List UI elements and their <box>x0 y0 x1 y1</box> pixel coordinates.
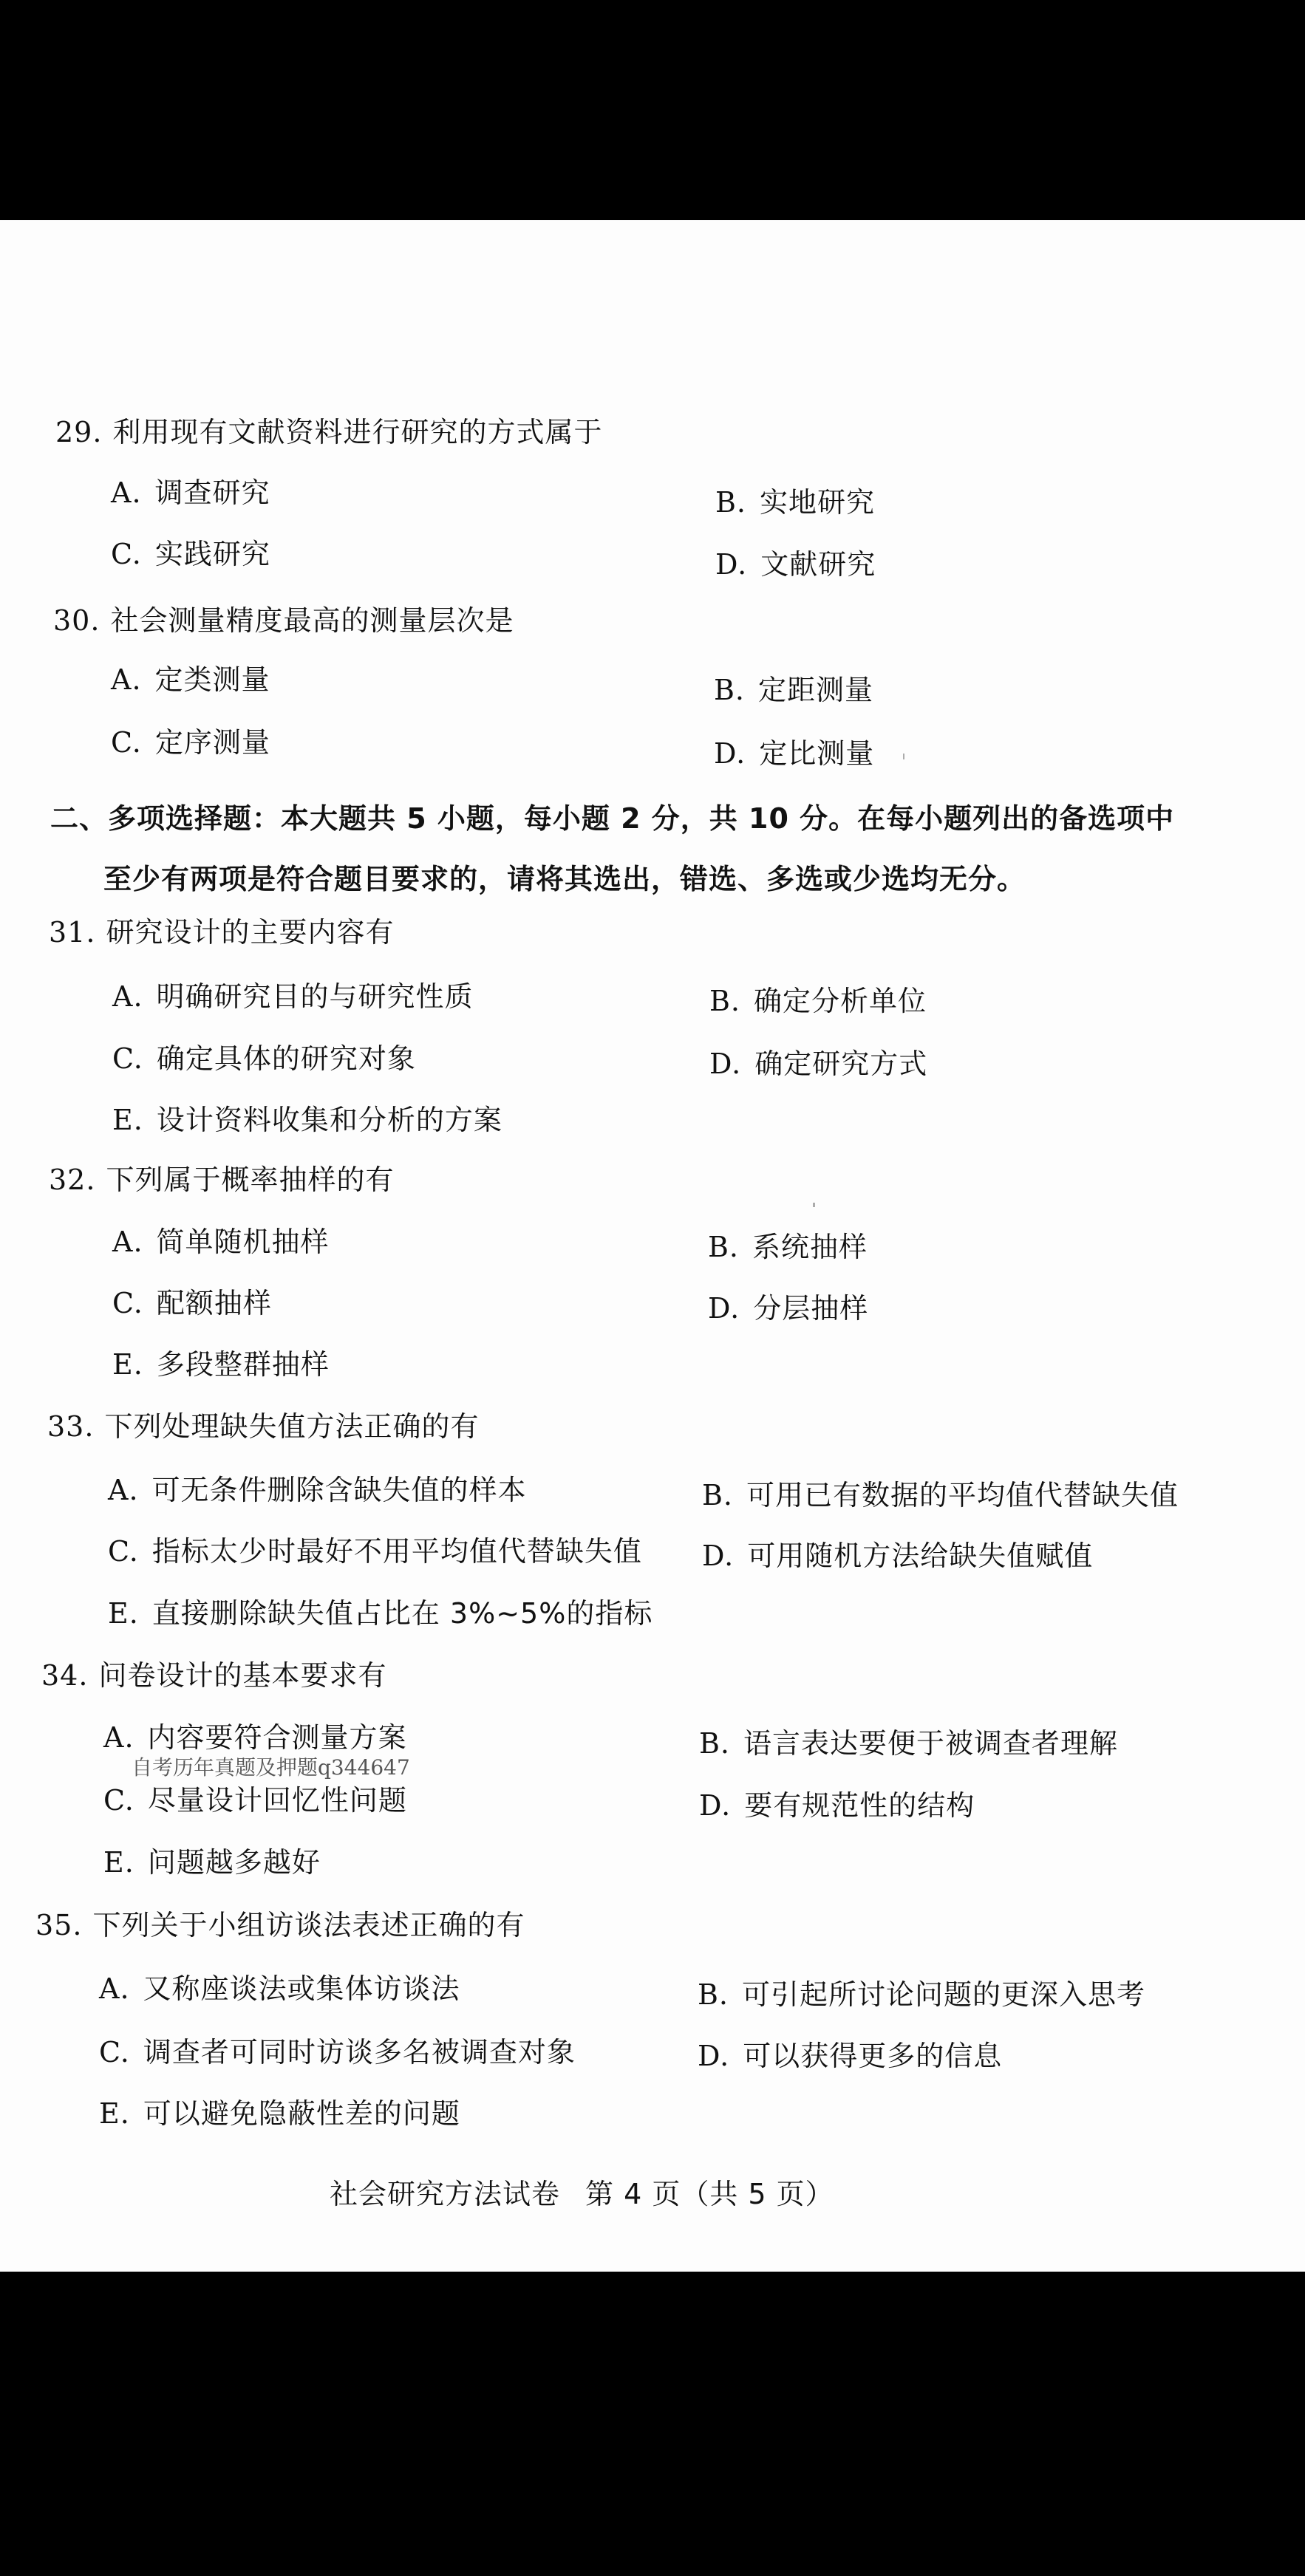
option-text: 明确研究目的与研究性质 <box>156 980 474 1013</box>
option-text: 指标太少时最好不用平均值代替缺失值 <box>151 1535 642 1568</box>
option-text: 可用已有数据的平均值代替缺失值 <box>746 1479 1179 1511</box>
watermark-text: 自考历年真题及押题q344647 <box>132 1755 410 1780</box>
question-text: 社会测量精度最高的测量层次是 <box>110 604 514 637</box>
question-text: 下列关于小组访谈法表述正确的有 <box>92 1909 525 1941</box>
option-text: 语言表达要便于被调查者理解 <box>743 1727 1119 1760</box>
option-text: 定类测量 <box>154 663 270 696</box>
option-text: 系统抽样 <box>752 1231 868 1263</box>
option-letter: D. <box>714 737 746 770</box>
option-text: 调查者可同时访谈多名被调查对象 <box>143 2036 576 2068</box>
question-35-option-a <box>99 1972 460 2005</box>
question-34-option-c <box>103 1784 407 1817</box>
option-text: 文献研究 <box>760 548 876 581</box>
option-text: 确定研究方式 <box>754 1048 928 1080</box>
question-34-option-d <box>699 1789 975 1822</box>
question-32-option-b <box>708 1231 868 1263</box>
question-33-option-d <box>702 1540 1093 1572</box>
option-letter: E. <box>103 1846 134 1879</box>
question-30-option-d <box>714 737 874 770</box>
option-letter: A. <box>99 1972 130 2005</box>
question-text: 下列属于概率抽样的有 <box>106 1164 395 1196</box>
question-34-option-e <box>103 1846 321 1879</box>
option-letter: B. <box>698 1978 729 2011</box>
question-30-option-a <box>111 663 270 696</box>
option-letter: A. <box>111 663 142 696</box>
question-31-option-c <box>112 1042 416 1075</box>
question-number: 34. <box>41 1659 89 1692</box>
option-letter: C. <box>111 538 142 570</box>
scan-speck <box>903 754 904 759</box>
option-letter: D. <box>708 1292 740 1325</box>
option-text: 可以避免隐蔽性差的问题 <box>143 2097 460 2130</box>
option-letter: C. <box>99 2036 130 2068</box>
option-text: 定比测量 <box>759 737 875 770</box>
option-text: 要有规范性的结构 <box>744 1789 975 1822</box>
question-number: 32. <box>49 1164 96 1196</box>
option-text: 内容要符合测量方案 <box>147 1721 407 1754</box>
option-text: 设计资料收集和分析的方案 <box>156 1104 502 1136</box>
option-letter: A. <box>112 1226 143 1258</box>
question-text: 利用现有文献资料进行研究的方式属于 <box>112 416 603 448</box>
option-text: 实地研究 <box>760 486 876 519</box>
option-letter: C. <box>103 1784 134 1817</box>
question-35-option-b <box>698 1978 1145 2011</box>
option-text: 简单随机抽样 <box>156 1226 330 1258</box>
question-31-option-b <box>709 985 927 1017</box>
question-33-option-b <box>702 1479 1179 1511</box>
option-letter: A. <box>112 980 143 1013</box>
question-31-option-a <box>112 980 474 1013</box>
question-35-option-c <box>99 2036 576 2068</box>
question-text: 研究设计的主要内容有 <box>106 916 395 949</box>
option-letter: C. <box>112 1042 143 1075</box>
top-black-band <box>0 0 1305 220</box>
question-29-stem <box>55 416 602 448</box>
option-letter: D. <box>698 2040 730 2072</box>
option-letter: E. <box>99 2097 130 2130</box>
option-letter: A. <box>103 1721 134 1754</box>
question-number: 29. <box>55 416 103 448</box>
question-33-option-e <box>108 1597 652 1630</box>
question-34-option-a <box>103 1721 407 1754</box>
option-letter: B. <box>699 1727 731 1760</box>
question-32-option-c <box>112 1287 272 1319</box>
question-34-option-b <box>699 1727 1118 1760</box>
question-number: 31. <box>49 916 96 949</box>
question-32-stem <box>49 1164 394 1196</box>
option-text: 实践研究 <box>154 538 270 570</box>
option-text: 确定具体的研究对象 <box>156 1042 416 1075</box>
question-32-option-d <box>708 1292 868 1325</box>
option-letter: A. <box>111 476 142 509</box>
question-30-option-b <box>714 674 873 706</box>
option-text: 可无条件删除含缺失值的样本 <box>151 1474 527 1506</box>
question-33-option-c <box>108 1535 642 1568</box>
option-text: 分层抽样 <box>753 1292 869 1325</box>
question-35-option-d <box>698 2040 1002 2072</box>
option-letter: E. <box>112 1104 143 1136</box>
option-text: 定距测量 <box>758 674 874 706</box>
option-text: 直接删除缺失值占比在 3%~5%的指标 <box>151 1597 653 1630</box>
option-text: 确定分析单位 <box>754 985 927 1017</box>
option-letter: B. <box>709 985 741 1017</box>
question-33-option-a <box>108 1474 527 1506</box>
question-35-option-e <box>99 2097 460 2130</box>
question-32-option-e <box>112 1348 330 1381</box>
option-letter: D. <box>715 548 748 581</box>
question-34-stem <box>41 1659 386 1692</box>
question-29-option-c <box>111 538 270 570</box>
question-text: 问卷设计的基本要求有 <box>98 1659 387 1692</box>
question-31-stem <box>49 916 394 949</box>
scan-speck <box>813 1203 815 1207</box>
question-30-stem <box>53 604 514 637</box>
question-number: 30. <box>53 604 100 637</box>
question-text: 下列处理缺失值方法正确的有 <box>104 1410 480 1443</box>
question-32-option-a <box>112 1226 330 1258</box>
option-text: 可以获得更多的信息 <box>743 2040 1003 2072</box>
question-31-option-d <box>709 1048 927 1080</box>
question-number: 33. <box>47 1410 95 1443</box>
page-footer <box>330 2178 834 2210</box>
option-text: 又称座谈法或集体访谈法 <box>143 1972 460 2005</box>
question-35-stem <box>35 1909 525 1941</box>
option-letter: D. <box>702 1540 735 1572</box>
question-30-option-c <box>111 726 270 759</box>
question-31-option-e <box>112 1104 502 1136</box>
option-text: 可用随机方法给缺失值赋值 <box>747 1540 1094 1572</box>
option-letter: D. <box>699 1789 732 1822</box>
section-header-line1: 二、多项选择题：本大题共 5 小题，每小题 2 分，共 10 分。在每小题列出的备选项中 <box>50 802 1175 835</box>
option-letter: E. <box>108 1597 139 1630</box>
option-text: 多段整群抽样 <box>156 1348 330 1381</box>
option-text: 尽量设计回忆性问题 <box>147 1784 407 1817</box>
option-letter: B. <box>715 486 747 519</box>
option-letter: B. <box>708 1231 740 1263</box>
option-text: 调查研究 <box>154 476 270 509</box>
option-letter: A. <box>108 1474 139 1506</box>
option-letter: B. <box>714 674 746 706</box>
option-letter: C. <box>112 1287 143 1319</box>
option-text: 可引起所讨论问题的更深入思考 <box>742 1978 1146 2011</box>
option-text: 定序测量 <box>154 726 270 759</box>
footer-page-info: 第 4 页（共 5 页） <box>585 2178 834 2210</box>
question-33-stem <box>47 1410 479 1443</box>
question-29-option-a <box>111 476 270 509</box>
section-header-line2: 至少有两项是符合题目要求的，请将其选出，错选、多选或少选均无分。 <box>103 863 1026 895</box>
option-letter: C. <box>111 726 142 759</box>
option-letter: C. <box>108 1535 139 1568</box>
option-letter: E. <box>112 1348 143 1381</box>
footer-exam-title: 社会研究方法试卷 <box>330 2178 561 2210</box>
question-29-option-b <box>715 486 875 519</box>
option-text: 问题越多越好 <box>147 1846 321 1879</box>
question-29-option-d <box>715 548 876 581</box>
option-letter: D. <box>709 1048 742 1080</box>
bottom-black-band <box>0 2272 1305 2576</box>
question-number: 35. <box>35 1909 83 1941</box>
option-text: 配额抽样 <box>156 1287 272 1319</box>
option-letter: B. <box>702 1479 734 1511</box>
